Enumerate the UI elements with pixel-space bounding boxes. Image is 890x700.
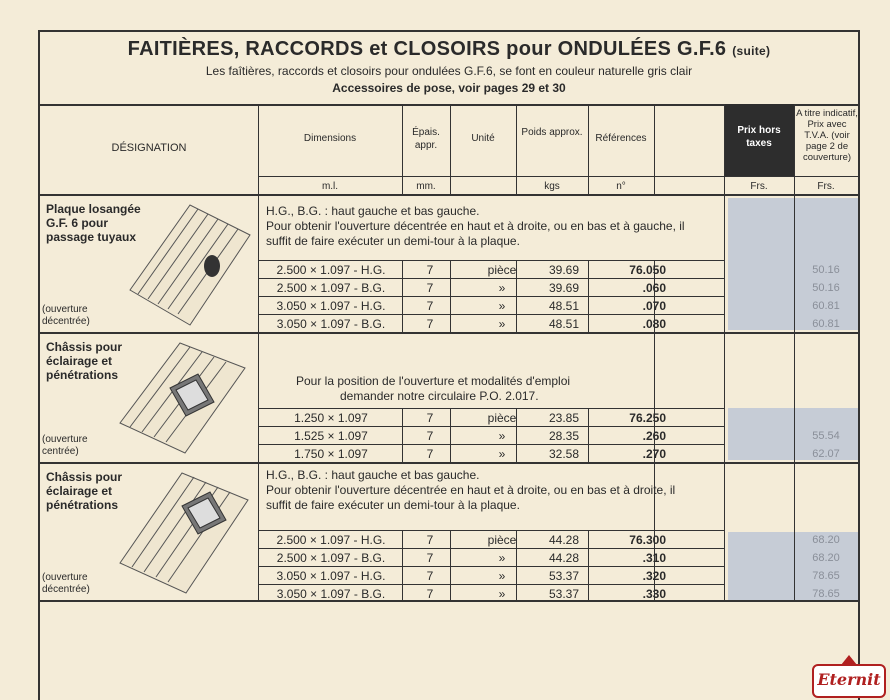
cell-ep: 7: [426, 317, 434, 331]
cell-un: »: [498, 447, 506, 461]
cell-ep: 7: [426, 429, 434, 443]
price-ttc: 78.65: [812, 588, 840, 600]
cell-ep: 7: [426, 569, 434, 583]
cell-un: pièce: [487, 533, 517, 547]
cell-un: »: [498, 569, 506, 583]
col-references: Références: [595, 133, 647, 144]
cell-ref: 76.250: [629, 411, 666, 425]
eternit-logo: Eternit: [812, 664, 886, 698]
table-row: [260, 532, 856, 548]
price-ttc: 62.07: [812, 448, 840, 460]
cell-kg: 39.69: [548, 281, 580, 295]
price-ttc: 55.54: [812, 430, 840, 442]
cell-un: »: [498, 551, 506, 565]
cell-kg: 23.85: [548, 411, 580, 425]
section-2-title: Châssis pour éclairage et pénétrations: [46, 340, 123, 382]
section-3-title: Châssis pour éclairage et pénétrations: [46, 470, 123, 512]
cell-ep: 7: [426, 447, 434, 461]
table-row: [260, 262, 856, 278]
cell-ep: 7: [426, 263, 434, 277]
unit-ref: n°: [616, 181, 626, 192]
cell-ref: 76.050: [629, 263, 666, 277]
unit-kg: kgs: [544, 181, 560, 192]
table-row: [260, 428, 856, 444]
col-designation: DÉSIGNATION: [111, 142, 187, 154]
cell-ep: 7: [426, 299, 434, 313]
cell-un: pièce: [487, 263, 517, 277]
cell-ref: .330: [642, 587, 666, 601]
table-row: [260, 298, 856, 314]
price-ttc: 68.20: [812, 534, 840, 546]
cell-kg: 44.28: [548, 551, 580, 565]
section-3-desc1: H.G., B.G. : haut gauche et bas gauche.: [266, 468, 480, 482]
chassis-illustration-1: [110, 338, 254, 460]
cell-un: »: [498, 429, 506, 443]
cell-kg: 53.37: [548, 569, 580, 583]
col-prix-ht: Prix hors taxes: [737, 125, 781, 149]
price-ttc: 60.81: [812, 300, 840, 312]
cell-kg: 53.37: [548, 587, 580, 601]
cell-dim: 1.250 × 1.097: [294, 411, 368, 425]
cell-dim: 1.525 × 1.097: [294, 429, 368, 443]
cell-ref: .270: [642, 447, 666, 461]
cell-ep: 7: [426, 281, 434, 295]
cell-un: »: [498, 587, 506, 601]
col-prix-ttc: A titre indicatif, Prix avec T.V.A. (voir page 2 de couverture): [796, 108, 858, 163]
section-2-desc1: Pour la position de l'ouverture et modalités d'emploi: [296, 374, 571, 388]
corrugated-sheet-illustration-1: [120, 200, 254, 328]
section-2-desc2: demander notre circulaire P.O. 2.017.: [340, 389, 539, 403]
col-poids: Poids approx.: [521, 127, 583, 138]
price-ttc: 50.16: [812, 282, 840, 294]
col-unite: Unité: [471, 133, 495, 144]
cell-ep: 7: [426, 411, 434, 425]
cell-kg: 39.69: [548, 263, 580, 277]
unit-dim: m.l.: [321, 181, 339, 192]
cell-dim: 3.050 × 1.097 - B.G.: [276, 317, 386, 331]
cell-ref: .060: [642, 281, 666, 295]
cell-ref: .320: [642, 569, 666, 583]
cell-ep: 7: [426, 551, 434, 565]
cell-kg: 48.51: [548, 317, 580, 331]
price-ttc: 78.65: [812, 570, 840, 582]
cell-dim: 2.500 × 1.097 - H.G.: [276, 533, 386, 547]
table-row: [260, 550, 856, 566]
unit-frs-ht: Frs.: [750, 181, 768, 192]
cell-kg: 44.28: [548, 533, 580, 547]
unit-frs-ttc: Frs.: [817, 181, 835, 192]
cell-dim: 2.500 × 1.097 - B.G.: [276, 281, 386, 295]
price-sheet: [38, 30, 881, 700]
cell-un: »: [498, 299, 506, 313]
section-1-desc1: H.G., B.G. : haut gauche et bas gauche.: [266, 204, 480, 218]
page-title: FAITIÈRES, RACCORDS et CLOSOIRS pour ONDULÉES G.F.6 (suite): [127, 38, 771, 60]
cell-dim: 3.050 × 1.097 - H.G.: [276, 569, 386, 583]
cell-dim: 1.750 × 1.097: [294, 447, 368, 461]
col-epaisseur: Épais. appr.: [412, 127, 440, 151]
table-row: [260, 586, 856, 602]
section-3-note: (ouverture décentrée): [42, 572, 90, 595]
section-1-desc2: Pour obtenir l'ouverture décentrée en haut et à droite, ou en bas et à gauche, il suffit de faire exécuter un demi-tour à la plaque.: [266, 219, 685, 248]
table-row: [260, 568, 856, 584]
section-1-note: (ouverture décentrée): [42, 304, 90, 327]
table-row: [260, 280, 856, 296]
table-row: [260, 446, 856, 462]
cell-kg: 48.51: [548, 299, 580, 313]
cell-kg: 32.58: [548, 447, 580, 461]
cell-ref: 76.300: [629, 533, 666, 547]
col-dimensions: Dimensions: [303, 133, 357, 144]
cell-un: pièce: [487, 411, 517, 425]
cell-ref: .080: [642, 317, 666, 331]
cell-ref: .070: [642, 299, 666, 313]
cell-dim: 2.500 × 1.097 - B.G.: [276, 551, 386, 565]
cell-dim: 2.500 × 1.097 - H.G.: [276, 263, 386, 277]
table-row: [260, 316, 856, 332]
cell-kg: 28.35: [548, 429, 580, 443]
section-2-note: (ouverture centrée): [42, 434, 88, 457]
cell-un: »: [498, 281, 506, 295]
price-ttc: 50.16: [812, 264, 840, 276]
cell-ref: .310: [642, 551, 666, 565]
cell-dim: 3.050 × 1.097 - H.G.: [276, 299, 386, 313]
price-ttc: 60.81: [812, 318, 840, 330]
page-subtitle-accessories: Accessoires de pose, voir pages 29 et 30: [332, 81, 566, 95]
cell-dim: 3.050 × 1.097 - B.G.: [276, 587, 386, 601]
section-1-title: Plaque losangée G.F. 6 pour passage tuyaux: [46, 202, 141, 244]
cell-ep: 7: [426, 587, 434, 601]
unit-ep: mm.: [416, 181, 436, 192]
chassis-illustration-2: [110, 468, 254, 598]
sheet-header: [40, 32, 858, 106]
cell-ep: 7: [426, 533, 434, 547]
cell-un: »: [498, 317, 506, 331]
section-3-desc2: Pour obtenir l'ouverture décentrée en haut et à droite, ou en bas et à droite, il suffit de faire exécuter un demi-tour à la plaque.: [266, 483, 676, 512]
cell-ref: .260: [642, 429, 666, 443]
table-row: [260, 410, 856, 426]
page-subtitle: Les faîtières, raccords et closoirs pour ondulées G.F.6, se font en couleur naturelle gris clair: [205, 64, 693, 78]
price-ttc: 68.20: [812, 552, 840, 564]
